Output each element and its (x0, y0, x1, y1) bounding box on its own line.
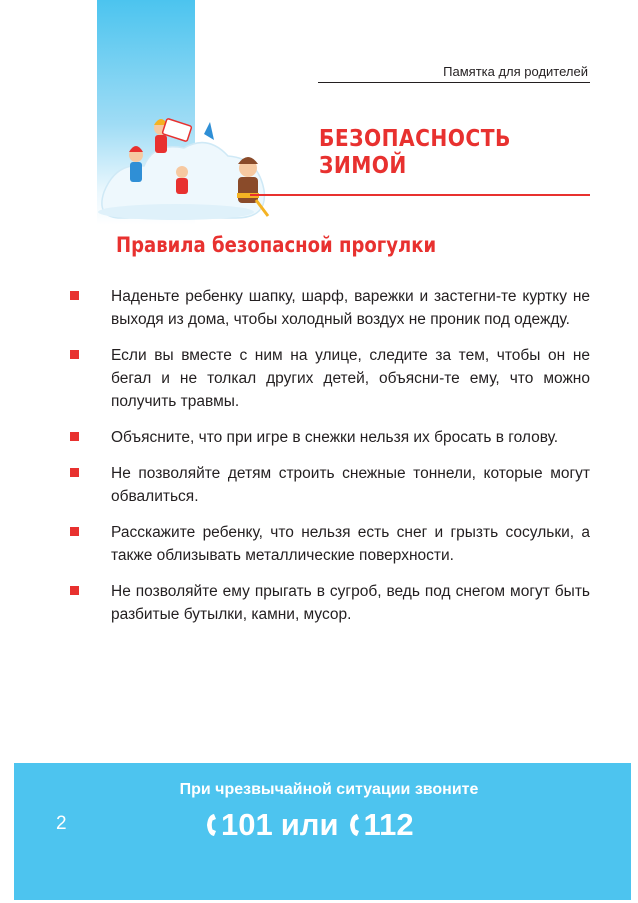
list-item (68, 426, 590, 449)
bullet-square-icon (70, 468, 79, 477)
bullet-square-icon (70, 350, 79, 359)
rule-text: Наденьте ребенку шапку, шарф, варежки и застегни-те куртку не выходя из дома, чтобы холодный воздух не проник под одежду. (111, 288, 590, 328)
bullet-square-icon (70, 586, 79, 595)
main-title-line2: ЗИМОЙ (319, 153, 407, 179)
rule-text: Не позволяйте детям строить снежные тоннели, которые могут обвалиться. (111, 465, 590, 505)
phone-number-112[interactable]: 112 (363, 807, 414, 842)
rule-text: Расскажите ребенку, что нельзя есть снег и грызть сосульки, а также облизывать металлические поверхности. (111, 524, 590, 564)
list-item (68, 521, 590, 567)
rule-text: Не позволяйте ему прыгать в сугроб, ведь под снегом могут быть разбитые бутылки, камни, мусор. (111, 583, 590, 623)
list-item (68, 462, 590, 508)
phone-number-101[interactable]: 101 (221, 807, 273, 842)
main-title-line1: БЕЗОПАСНОСТЬ (319, 126, 511, 152)
list-item (68, 285, 590, 331)
emergency-text (14, 781, 544, 799)
section-title: Правила безопасной прогулки (116, 233, 437, 257)
phone-handset-icon (347, 812, 361, 838)
main-title (319, 126, 511, 180)
list-item (68, 344, 590, 413)
rule-text: Если вы вместе с ним на улице, следите за тем, чтобы он не бегал и не толкал других детей, объясни-те ему, что можно получить травмы. (111, 347, 590, 410)
emergency-footer (14, 763, 631, 900)
title-divider (250, 194, 590, 196)
phone-separator: или (280, 807, 339, 842)
winter-children-illustration (96, 100, 271, 225)
header-label: Памятка для родителей (443, 64, 588, 79)
rule-text: Объясните, что при игре в снежки нельзя их бросать в голову. (111, 429, 559, 446)
emergency-text-label: При чрезвычайной ситуации звоните (179, 781, 479, 798)
phone-handset-icon (204, 812, 218, 838)
rules-list (68, 285, 590, 639)
list-item (68, 580, 590, 626)
emergency-phones (204, 807, 414, 843)
header-divider (318, 82, 590, 83)
bullet-square-icon (70, 432, 79, 441)
page-number: 2 (56, 813, 67, 834)
bullet-square-icon (70, 527, 79, 536)
bullet-square-icon (70, 291, 79, 300)
